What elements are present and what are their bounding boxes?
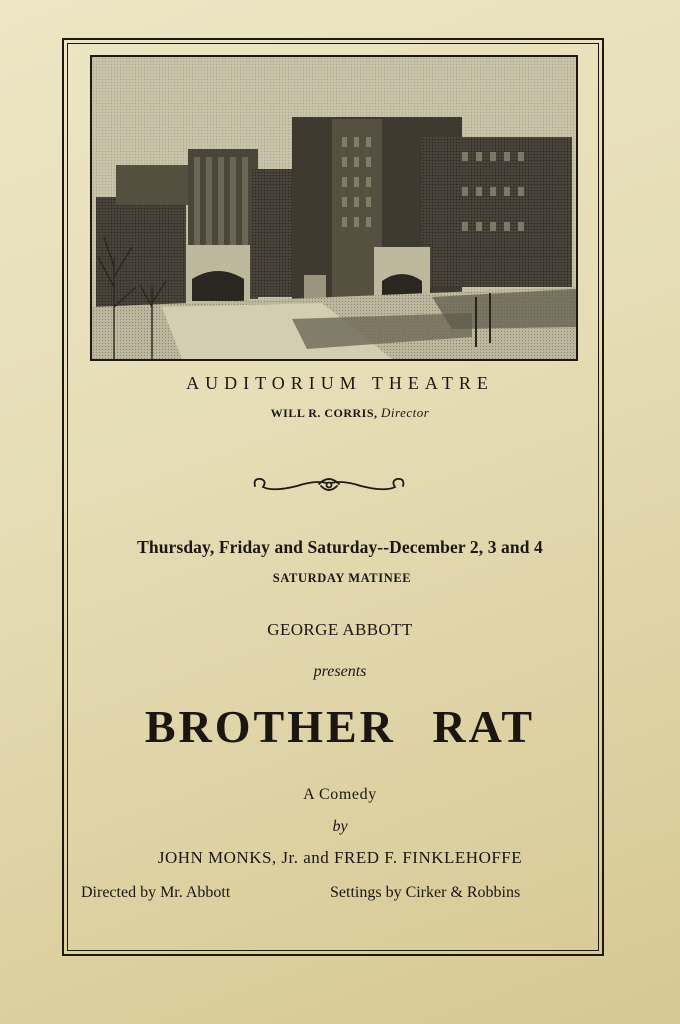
settings-credit: Settings by Cirker & Robbins: [330, 884, 521, 901]
play-genre: A Comedy: [303, 786, 377, 803]
play-authors: JOHN MONKS, Jr. and FRED F. FINKLEHOFFE: [157, 848, 523, 867]
flourish-ornament-icon: [249, 470, 409, 498]
theatre-name: AUDITORIUM THEATRE: [186, 373, 494, 393]
presents-label: presents: [313, 663, 367, 680]
performance-dates: Thursday, Friday and Saturday--December 2, 3 and 4: [137, 537, 543, 557]
theatre-building-photo: [90, 55, 578, 361]
director-credit: Directed by Mr. Abbott: [81, 884, 231, 901]
theatre-director-line: [0, 405, 680, 421]
director-role: Director: [381, 405, 430, 420]
producer-name: GEORGE ABBOTT: [267, 620, 413, 639]
by-label: by: [332, 818, 348, 835]
director-name: WILL R. CORRIS,: [270, 406, 378, 420]
matinee-note: SATURDAY MATINEE: [272, 571, 412, 585]
play-title: BROTHER RAT: [144, 701, 536, 752]
